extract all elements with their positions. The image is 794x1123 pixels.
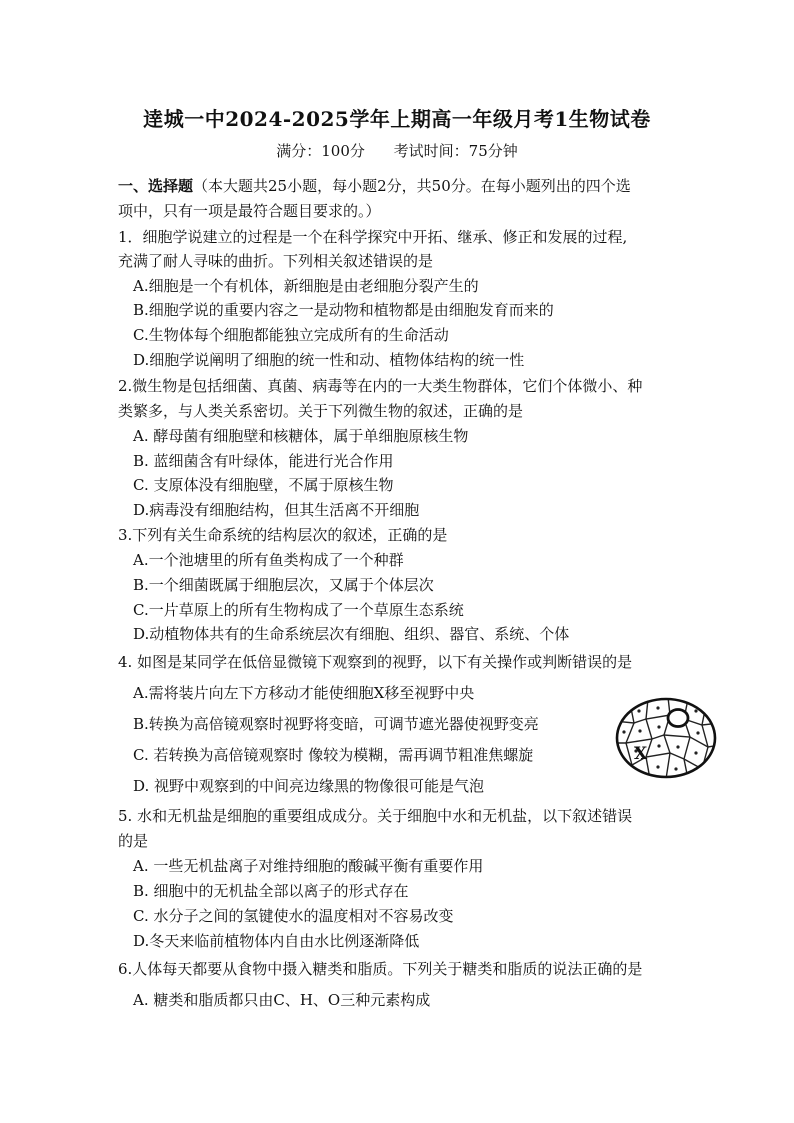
q3-option-c: C.一片草原上的所有生物构成了一个草原生态系统 — [133, 601, 464, 619]
q5-option-a: A. 一些无机盐离子对维持细胞的酸碱平衡有重要作用 — [133, 857, 484, 875]
q3-option-a: A.一个池塘里的所有鱼类构成了一个种群 — [133, 551, 404, 569]
exam-time: 考试时间：75分钟 — [393, 142, 518, 160]
q3-stem-1: 3.下列有关生命系统的结构层次的叙述，正确的是 — [118, 526, 448, 544]
q2-option-b: B. 蓝细菌含有叶绿体，能进行光合作用 — [133, 452, 394, 470]
q2-stem-2: 类繁多，与人类关系密切。关于下列微生物的叙述，正确的是 — [118, 402, 524, 420]
q1-option-b: B.细胞学说的重要内容之一是动物和植物都是由细胞发育而来的 — [133, 301, 554, 319]
q1-stem-2: 充满了耐人寻味的曲折。下列相关叙述错误的是 — [118, 252, 434, 270]
q3-option-b: B.一个细菌既属于细胞层次，又属于个体层次 — [133, 576, 434, 594]
q2-option-d: D.病毒没有细胞结构，但其生活离不开细胞 — [133, 501, 420, 519]
q1-option-a: A.细胞是一个有机体，新细胞是由老细胞分裂产生的 — [133, 277, 479, 295]
q4-option-b: B.转换为高倍镜观察时视野将变暗，可调节遮光器使视野变亮 — [133, 715, 539, 733]
q5-stem-2: 的是 — [118, 832, 149, 850]
q2-option-a: A. 酵母菌有细胞壁和核糖体，属于单细胞原核生物 — [133, 427, 469, 445]
bubble-circle — [668, 710, 688, 727]
section-intro-line-1 — [118, 176, 631, 196]
q1-stem-1: 1．细胞学说建立的过程是一个在科学探究中开拓、继承、修正和发展的过程, — [118, 228, 628, 246]
q4-option-a: A.需将装片向左下方移动才能使细胞X移至视野中央 — [133, 684, 475, 702]
section-intro-line-2: 项中，只有一项是最符合题目要求的。） — [118, 202, 381, 220]
q1-option-d: D.细胞学说阐明了细胞的统一性和动、植物体结构的统一性 — [133, 351, 525, 369]
q4-option-c: C. 若转换为高倍镜观察时 像较为模糊，需再调节粗准焦螺旋 — [133, 746, 534, 764]
q1-option-c: C.生物体每个细胞都能独立完成所有的生命活动 — [133, 326, 449, 344]
q5-option-c: C. 水分子之间的氢键使水的温度相对不容易改变 — [133, 907, 454, 925]
exam-title: 逹城一中2024-2025学年上期高一年级月考1生物试卷 — [143, 107, 651, 131]
exam-meta — [0, 140, 794, 161]
q6-option-a: A. 糖类和脂质都只由C、H、O三种元素构成 — [133, 991, 431, 1009]
q4-option-d: D. 视野中观察到的中间亮边缘黑的物像很可能是气泡 — [133, 777, 485, 795]
q5-option-b: B. 细胞中的无机盐全部以离子的形式存在 — [133, 882, 409, 900]
q2-stem-1: 2.微生物是包括细菌、真菌、病毒等在内的一大类生物群体，它们个体微小、种 — [118, 377, 643, 395]
q3-option-d: D.动植物体共有的生命系统层次有细胞、组织、器官、系统、个体 — [133, 625, 570, 643]
q2-option-c: C. 支原体没有细胞壁，不属于原核生物 — [133, 476, 394, 494]
full-score: 满分：100分 — [276, 142, 365, 160]
microscope-field-figure — [612, 695, 722, 781]
q4-stem-1: 4. 如图是某同学在低倍显微镜下观察到的视野，以下有关操作或判断错误的是 — [118, 653, 633, 671]
q5-stem-1: 5. 水和无机盐是细胞的重要组成成分。关于细胞中水和无机盐，以下叙述错误 — [118, 807, 633, 825]
q6-stem-1: 6.人体每天都要从食物中摄入糖类和脂质。下列关于糖类和脂质的说法正确的是 — [118, 960, 643, 978]
microscope-field-svg — [612, 695, 722, 781]
section-intro-1: （本大题共25小题，每小题2分，共50分。在每小题列出的四个选 — [193, 177, 631, 195]
q5-option-d: D.冬天来临前植物体内自由水比例逐渐降低 — [133, 932, 420, 950]
section-heading: 一、选择题 — [118, 177, 194, 195]
cell-x-label: X — [634, 744, 648, 764]
